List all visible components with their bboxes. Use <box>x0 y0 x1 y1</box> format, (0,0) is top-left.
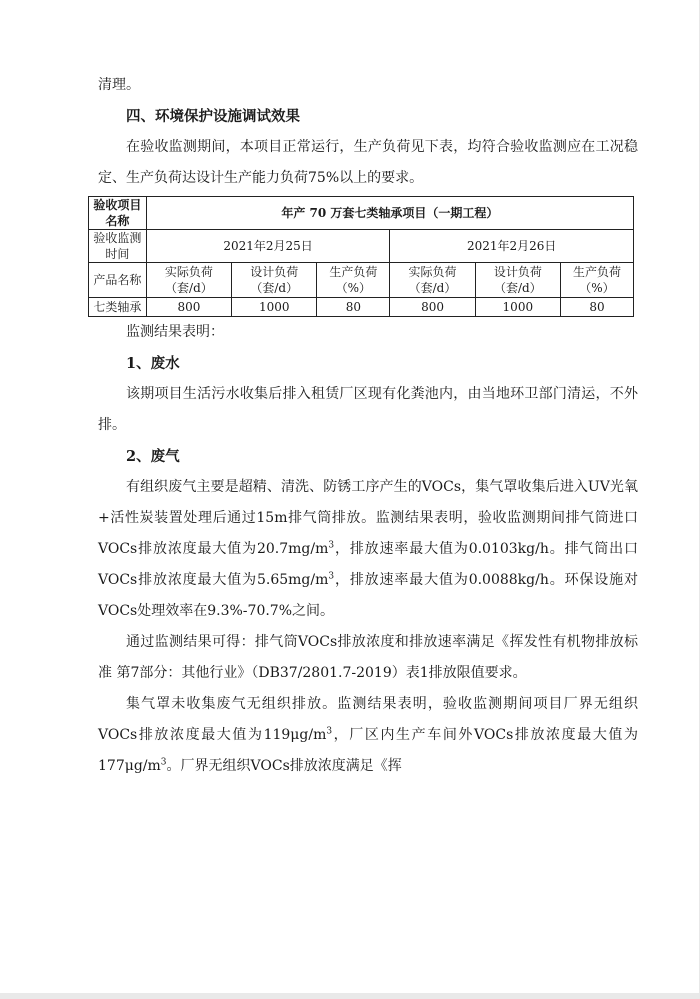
actual-load-header: 实际负荷（套/d） <box>390 263 475 298</box>
date-1: 2021年2月25日 <box>146 230 390 263</box>
day1-rate: 80 <box>317 298 390 317</box>
wastewater-paragraph: 该期项目生活污水收集后排入租赁厂区现有化粪池内，由当地环卫部门清运，不外排。 <box>98 386 638 433</box>
day2-actual: 800 <box>390 298 475 317</box>
table-row <box>89 298 634 317</box>
superscript: 3 <box>160 757 167 768</box>
section-heading: 四、环境保护设施调试效果 <box>126 108 300 125</box>
waste-gas-heading: 2、废气 <box>126 448 180 465</box>
monitor-time-label: 验收监测时间 <box>89 230 147 263</box>
waste-gas-paragraph-3: 集气罩未收集废气无组织排放。监测结果表明，验收监测期间项目厂界无组织VOCs排放浓度最大值为$119\mu g/m^3$，厂区内生产车间外VOCs排放浓度最大值为$177\mu g/m^3$。厂界无组织VOCs排放浓度满足《挥 <box>98 696 638 774</box>
product-name: 七类轴承 <box>89 298 147 317</box>
page-bottom-edge <box>0 993 699 999</box>
table-row <box>89 197 634 230</box>
production-load-header: 生产负荷（%） <box>317 263 390 298</box>
top-fragment: 清理。 <box>98 77 140 93</box>
project-name: 年产 70 万套七类轴承项目（一期工程） <box>146 197 633 230</box>
superscript: 3 <box>328 571 335 582</box>
wastewater-heading: 1、废水 <box>126 355 180 372</box>
waste-gas-paragraph-1: 有组织废气主要是超精、清洗、防锈工序产生的VOCs，集气罩收集后进入UV光氧+活性炭装置处理后通过15m排气筒排放。监测结果表明，验收监测期间排气筒进口VOCs排放浓度最大值为$20.7mg/m^3$，排放速率最大值为0.0103kg/h。排气筒出口VOCs排放浓度最大值为$5.65mg/m^3$，排放速率最大值为0.0088kg/h。环保设施对VOCs处理效率在9.3%-70.7%之间。 <box>98 479 639 619</box>
superscript: 3 <box>328 540 335 551</box>
date-2: 2021年2月26日 <box>390 230 634 263</box>
table-row <box>89 230 634 263</box>
results-intro: 监测结果表明： <box>126 324 224 340</box>
day1-design: 1000 <box>232 298 317 317</box>
product-label: 产品名称 <box>89 263 147 298</box>
day2-rate: 80 <box>560 298 633 317</box>
day2-design: 1000 <box>475 298 560 317</box>
day1-actual: 800 <box>146 298 231 317</box>
design-load-header: 设计负荷（套/d） <box>475 263 560 298</box>
waste-gas-paragraph-2: 通过监测结果可得：排气筒VOCs排放浓度和排放速率满足《挥发性有机物排放标准 第7部分：其他行业》（DB37/2801.7-2019）表1排放限值要求。 <box>98 634 638 681</box>
design-load-header: 设计负荷（套/d） <box>232 263 317 298</box>
load-table <box>88 196 634 317</box>
production-load-header: 生产负荷（%） <box>560 263 633 298</box>
page-content <box>93 70 639 782</box>
table-row <box>89 263 634 298</box>
item-name-label: 验收项目名称 <box>89 197 147 230</box>
load-table-wrapper <box>88 194 634 317</box>
intro-paragraph: 在验收监测期间，本项目正常运行，生产负荷见下表，均符合验收监测应在工况稳定、生产负荷达设计生产能力负荷75%以上的要求。 <box>98 139 638 186</box>
superscript: 3 <box>326 726 333 737</box>
actual-load-header: 实际负荷（套/d） <box>146 263 231 298</box>
